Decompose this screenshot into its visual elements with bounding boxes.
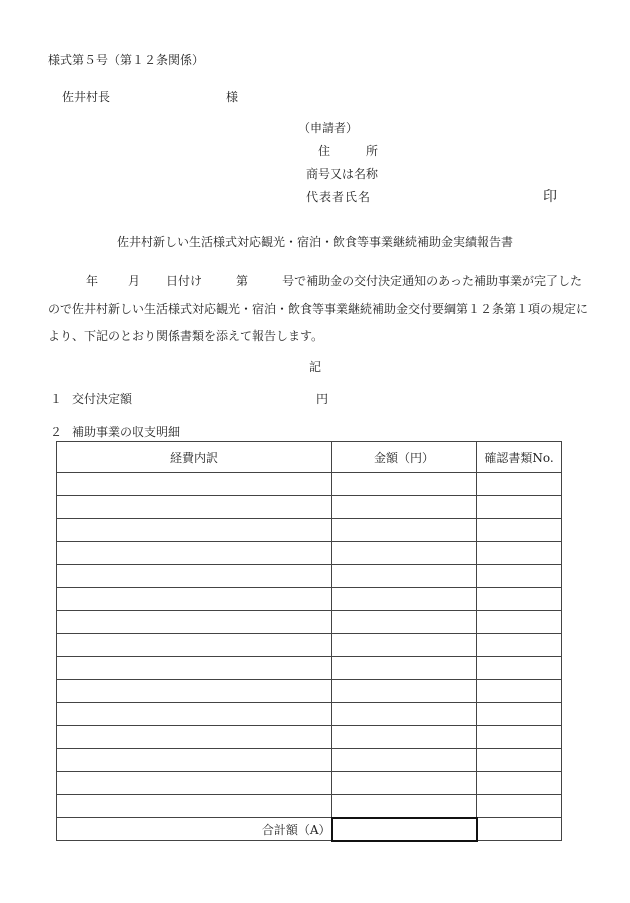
- expense-item-cell[interactable]: [57, 657, 332, 680]
- table-row: [57, 588, 562, 611]
- month-label: 月: [128, 274, 141, 288]
- table-row: [57, 496, 562, 519]
- address-label-part2: 所: [366, 144, 379, 158]
- document-no-cell[interactable]: [477, 795, 562, 818]
- section1-number: １: [50, 392, 63, 406]
- day-dated-label: 日付け: [166, 274, 203, 288]
- expense-breakdown-table: [56, 441, 562, 842]
- amount-cell[interactable]: [332, 703, 477, 726]
- total-row: [57, 818, 562, 841]
- expense-item-cell[interactable]: [57, 772, 332, 795]
- amount-cell[interactable]: [332, 565, 477, 588]
- table-header-row: [57, 442, 562, 473]
- year-label: 年: [86, 274, 99, 288]
- amount-cell[interactable]: [332, 542, 477, 565]
- table-row: [57, 565, 562, 588]
- document-no-cell[interactable]: [477, 496, 562, 519]
- expense-item-cell[interactable]: [57, 588, 332, 611]
- amount-cell[interactable]: [332, 749, 477, 772]
- document-no-cell[interactable]: [477, 703, 562, 726]
- amount-cell[interactable]: [332, 795, 477, 818]
- amount-cell[interactable]: [332, 726, 477, 749]
- table-row: [57, 795, 562, 818]
- document-no-cell[interactable]: [477, 519, 562, 542]
- document-no-cell[interactable]: [477, 473, 562, 496]
- seal-mark: 印: [543, 189, 557, 205]
- amount-cell[interactable]: [332, 496, 477, 519]
- table-row: [57, 611, 562, 634]
- form-number: 様式第５号（第１２条関係）: [48, 53, 205, 67]
- expense-item-cell[interactable]: [57, 496, 332, 519]
- table-row: [57, 703, 562, 726]
- header-amount: 金額（円）: [332, 442, 477, 473]
- document-no-cell[interactable]: [477, 749, 562, 772]
- amount-cell[interactable]: [332, 588, 477, 611]
- ki-heading: 記: [308, 360, 321, 374]
- expense-item-cell[interactable]: [57, 473, 332, 496]
- expense-item-cell[interactable]: [57, 542, 332, 565]
- table-row: [57, 726, 562, 749]
- document-no-cell[interactable]: [477, 542, 562, 565]
- header-document-no: 確認書類No.: [477, 442, 562, 473]
- representative-name-label: 代表者氏名: [306, 190, 372, 204]
- document-no-cell[interactable]: [477, 611, 562, 634]
- section1-unit: 円: [316, 392, 329, 406]
- expense-item-cell[interactable]: [57, 703, 332, 726]
- document-no-cell[interactable]: [477, 565, 562, 588]
- table-row: [57, 749, 562, 772]
- expense-item-cell[interactable]: [57, 749, 332, 772]
- table-row: [57, 657, 562, 680]
- section2-number: ２: [50, 425, 63, 439]
- amount-cell[interactable]: [332, 611, 477, 634]
- total-document-cell[interactable]: [477, 818, 562, 841]
- applicant-label: （申請者）: [298, 121, 359, 135]
- document-no-cell[interactable]: [477, 588, 562, 611]
- amount-cell[interactable]: [332, 772, 477, 795]
- company-name-label: 商号又は名称: [306, 167, 379, 181]
- expense-item-cell[interactable]: [57, 795, 332, 818]
- section1-label: 交付決定額: [72, 392, 133, 406]
- amount-cell[interactable]: [332, 657, 477, 680]
- number-prefix: 第: [236, 274, 249, 288]
- total-amount-cell[interactable]: [332, 818, 477, 841]
- total-label: 合計額（A）: [57, 818, 332, 841]
- address-label-part1: 住: [318, 144, 331, 158]
- document-title: 佐井村新しい生活様式対応観光・宿泊・飲食等事業継続補助金実績報告書: [116, 235, 513, 249]
- amount-cell[interactable]: [332, 634, 477, 657]
- expense-item-cell[interactable]: [57, 519, 332, 542]
- amount-cell[interactable]: [332, 519, 477, 542]
- document-no-cell[interactable]: [477, 680, 562, 703]
- addressee-suffix: 様: [226, 90, 239, 104]
- document-no-cell[interactable]: [477, 772, 562, 795]
- table-row: [57, 473, 562, 496]
- table-row: [57, 634, 562, 657]
- report-body-text: 号で補助金の交付決定通知のあった補助事業が完了したので佐井村新しい生活様式対応観光・宿泊・飲食等事業継続補助金交付要綱第１２条第１項の規定により、下記のとおり関係書類を添えて報告します。: [48, 274, 589, 343]
- expense-item-cell[interactable]: [57, 611, 332, 634]
- report-body: [48, 268, 588, 351]
- table-row: [57, 542, 562, 565]
- expense-item-cell[interactable]: [57, 634, 332, 657]
- expense-item-cell[interactable]: [57, 726, 332, 749]
- document-no-cell[interactable]: [477, 657, 562, 680]
- amount-cell[interactable]: [332, 473, 477, 496]
- table-row: [57, 772, 562, 795]
- header-expense-item: 経費内訳: [57, 442, 332, 473]
- document-no-cell[interactable]: [477, 726, 562, 749]
- table-row: [57, 680, 562, 703]
- expense-item-cell[interactable]: [57, 680, 332, 703]
- expense-item-cell[interactable]: [57, 565, 332, 588]
- document-no-cell[interactable]: [477, 634, 562, 657]
- addressee-name: 佐井村長: [62, 90, 111, 104]
- amount-cell[interactable]: [332, 680, 477, 703]
- section2-label: 補助事業の収支明細: [72, 425, 181, 439]
- table-row: [57, 519, 562, 542]
